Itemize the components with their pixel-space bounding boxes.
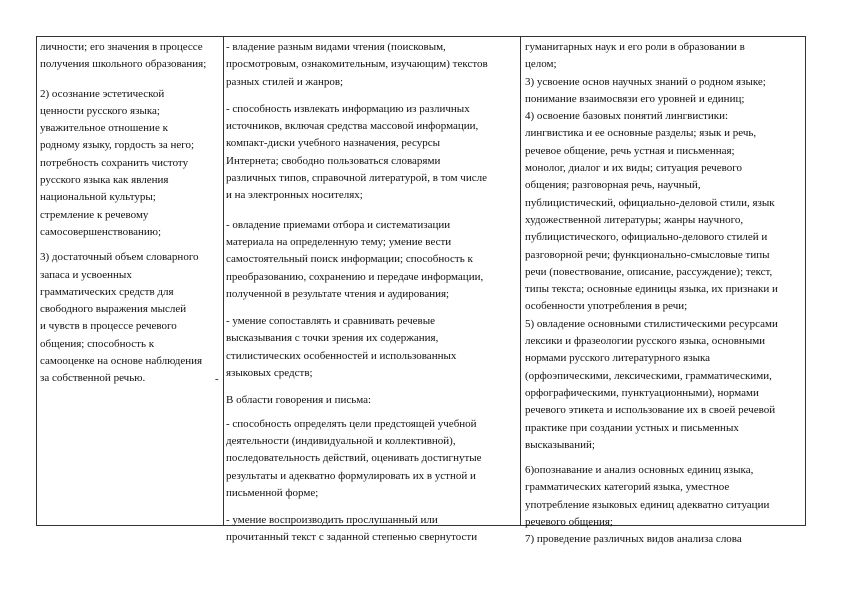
paragraph-education: личности; его значения в процессе получения школьного образования; [40,41,207,71]
paragraph-information-sources: - способность извлекать информацию из различных источников, включая средства массовой информации, компакт-диски учебного назначения, ресурсы Интернета; свободно пользоваться словарями различных типов, справочной литературой, в том числе и на электронных носителях; [226,102,487,202]
paragraph-vocabulary: 3) достаточный объем словарного запаса и усвоенных грамматических средств для [40,251,199,298]
paragraph-aesthetic-value: 2) осознание эстетической ценности русского языка; уважительное отношение к родному языку, гордость за него; потребность сохранить чистоту русского языка как явления национальной культуры; стремление к речевому самосовершенствованию; [40,87,195,238]
paragraph-goal-setting: - способность определять цели предстоящей учебной деятельности (индивидуальной и коллективной), последовательность действий, оценивать достигнутые результаты и адекватно формулировать их в устной и письменной форме; [226,417,482,499]
paragraph-text-reproduction: - умение воспроизводить прослушанный или прочитанный текст с заданной степенью свернутости [226,514,478,544]
paragraph-reading-types: - владение разным видами чтения (поисковым, просмотровым, ознакомительным, изучающим) текстов разных стилей и жанров; [226,41,488,88]
paragraph-language-units: 6)опознавание и анализ основных единиц языка, грамматических категорий языка, уместное употребление языковых единиц адекватно ситуации речевого общения; 7) проведение различных видов анализа слова [525,464,770,546]
paragraph-speaking-writing-heading: В области говорения и письма: [226,394,372,407]
paragraph-free-expression: свободного выражения мыслей и чувств в процессе речевого общения; способность к самооценке на основе наблюдения за собственной речью. [40,303,203,385]
paragraph-language-knowledge: гуманитарных наук и его роли в образовании в целом; 3) усвоение основ научных знаний о родном языке; понимание взаимосвязи его уровней и единиц; 4) освоение базовых понятий лингвистики: лингвистика и ее основные разделы; язык и речь, речевое общение, речь устная и письменная; монолог, диалог и их виды; ситуация речевого общения; разговорная речь, научный, публицистический, официально-деловой стили, язык художественной литературы; жанры научного, публицистического, официально-делового стилей и разговорной речи; функционально-смысловые типы речи (повествование, описание, рассуждение); текст, типы текста; основные единицы языка, их признаки и особенности употребления в речи; 5) овладение основными стилистическими ресурсами лексики и фразеологии русского языка, основными нормами русского литературного языка (орфоэпическими, лексическими, грамматическими, орфографическими, пунктуационными), нормами речевого этикета и использование их в своей речевой практике при создании устных и письменных высказываний; [525,41,778,451]
paragraph-material-selection: - овладение приемами отбора и систематизации материала на определенную тему; умение вести самостоятельный поиск информации; способность к преобразованию, сохранению и передаче информации, полученной в результате чтения и аудирования; [226,218,484,300]
content-table [36,36,806,546]
table-cell-meta-results [224,37,520,544]
paragraph-compare-utterances: - умение сопоставлять и сравнивать речевые высказывания с точки зрения их содержания, стилистических особенностей и использованных языковых средств; [226,315,457,380]
stray-dash: - [215,373,219,385]
table-cell-subject-results [521,37,805,546]
table-cell-personal-results [37,37,223,525]
